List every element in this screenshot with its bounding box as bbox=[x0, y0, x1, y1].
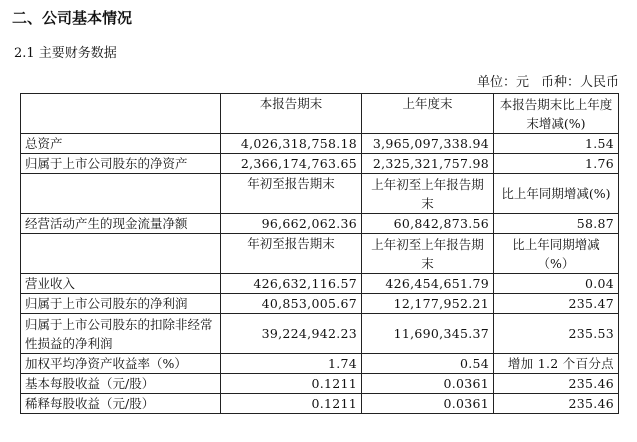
table-header-row bbox=[21, 174, 619, 214]
table-cell: 235.46 bbox=[494, 394, 619, 414]
unit-line bbox=[477, 74, 619, 92]
table-header-cell: 上年初至上年报告期末 bbox=[362, 234, 494, 274]
table-cell: 0.0361 bbox=[362, 394, 494, 414]
table-header-cell: 比上年同期增减(%) bbox=[494, 174, 619, 214]
table-header-cell: 本报告期末 bbox=[221, 94, 362, 134]
table-cell: 235.53 bbox=[494, 314, 619, 354]
row-label: 总资产 bbox=[21, 134, 221, 154]
table-cell: 0.0361 bbox=[362, 374, 494, 394]
table-header-cell bbox=[21, 174, 221, 214]
table-row bbox=[21, 354, 619, 374]
table-header-row bbox=[21, 234, 619, 274]
table-row bbox=[21, 134, 619, 154]
currency-label: 币种：人民币 bbox=[540, 75, 619, 90]
table-cell: 1.74 bbox=[221, 354, 362, 374]
table-header-cell: 上年初至上年报告期末 bbox=[362, 174, 494, 214]
table-row bbox=[21, 274, 619, 294]
table-cell: 235.47 bbox=[494, 294, 619, 314]
table-cell: 58.87 bbox=[494, 214, 619, 234]
table-cell: 0.04 bbox=[494, 274, 619, 294]
section-title: 二、公司基本情况 bbox=[12, 9, 133, 27]
table-cell: 1.54 bbox=[494, 134, 619, 154]
table-cell: 0.54 bbox=[362, 354, 494, 374]
table-cell: 4,026,318,758.18 bbox=[221, 134, 362, 154]
table-header-cell: 上年度末 bbox=[362, 94, 494, 134]
row-label: 加权平均净资产收益率（%） bbox=[21, 354, 221, 374]
table-row bbox=[21, 214, 619, 234]
table-header-cell: 本报告期末比上年度末增减(%) bbox=[494, 94, 619, 134]
row-label: 归属于上市公司股东的扣除非经常性损益的净利润 bbox=[21, 314, 221, 354]
table-cell: 12,177,952.21 bbox=[362, 294, 494, 314]
table-cell: 0.1211 bbox=[221, 394, 362, 414]
row-label: 基本每股收益（元/股） bbox=[21, 374, 221, 394]
table-row bbox=[21, 294, 619, 314]
table-cell: 2,325,321,757.98 bbox=[362, 154, 494, 174]
table-header-cell: 年初至报告期末 bbox=[221, 174, 362, 214]
table-cell: 96,662,062.36 bbox=[221, 214, 362, 234]
table-header-cell: 年初至报告期末 bbox=[221, 234, 362, 274]
subsection-title: 2.1 主要财务数据 bbox=[14, 46, 117, 61]
row-label: 稀释每股收益（元/股） bbox=[21, 394, 221, 414]
table-cell: 426,632,116.57 bbox=[221, 274, 362, 294]
unit-label: 单位：元 bbox=[476, 75, 529, 90]
table-row bbox=[21, 154, 619, 174]
table-header-cell bbox=[21, 234, 221, 274]
table-cell: 60,842,873.56 bbox=[362, 214, 494, 234]
table-cell: 0.1211 bbox=[221, 374, 362, 394]
table-cell: 2,366,174,763.65 bbox=[221, 154, 362, 174]
table-cell: 增加 1.2 个百分点 bbox=[494, 354, 619, 374]
table-header-row bbox=[21, 94, 619, 134]
table-row bbox=[21, 374, 619, 394]
table-cell: 11,690,345.37 bbox=[362, 314, 494, 354]
row-label: 经营活动产生的现金流量净额 bbox=[21, 214, 221, 234]
row-label: 营业收入 bbox=[21, 274, 221, 294]
table-cell: 3,965,097,338.94 bbox=[362, 134, 494, 154]
table-cell: 39,224,942.23 bbox=[221, 314, 362, 354]
table-row bbox=[21, 314, 619, 354]
table-cell: 426,454,651.79 bbox=[362, 274, 494, 294]
row-label: 归属于上市公司股东的净利润 bbox=[21, 294, 221, 314]
table-cell: 235.46 bbox=[494, 374, 619, 394]
table-header-cell bbox=[21, 94, 221, 134]
financial-data-table bbox=[20, 93, 619, 414]
table-header-cell: 比上年同期增减（%） bbox=[494, 234, 619, 274]
table-cell: 1.76 bbox=[494, 154, 619, 174]
table-cell: 40,853,005.67 bbox=[221, 294, 362, 314]
table-row bbox=[21, 394, 619, 414]
row-label: 归属于上市公司股东的净资产 bbox=[21, 154, 221, 174]
